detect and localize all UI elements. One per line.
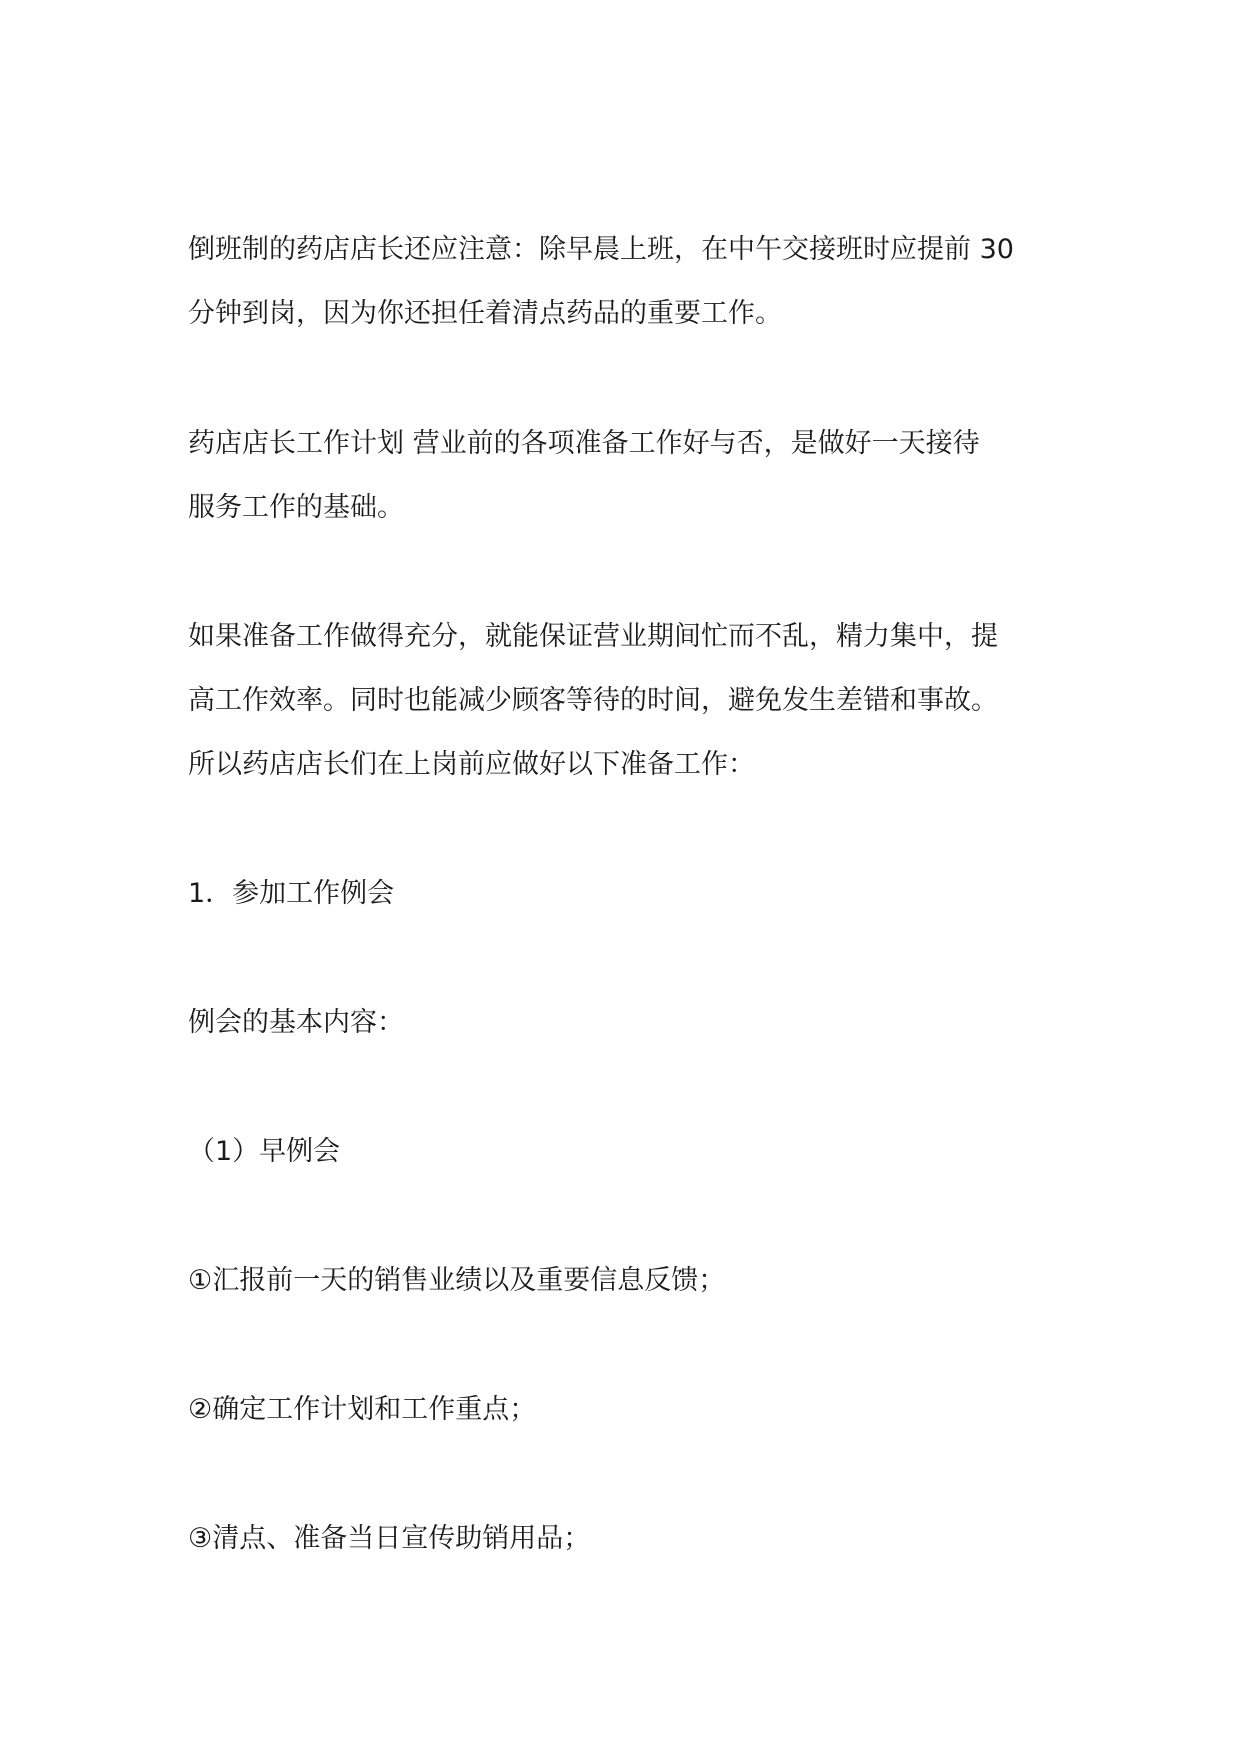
- heading-work-meeting: [188, 862, 1088, 926]
- text-line: ①汇报前一天的销售业绩以及重要信息反馈；: [188, 1265, 726, 1296]
- paragraph-meeting-content: [188, 991, 1088, 1055]
- text-line: 药店店长工作计划 营业前的各项准备工作好与否，是做好一天接待: [188, 428, 980, 459]
- text-line: 所以药店店长们在上岗前应做好以下准备工作：: [188, 749, 755, 780]
- list-item-1: [188, 1249, 1088, 1313]
- paragraph-preparation: [188, 605, 1088, 797]
- text-line: 倒班制的药店店长还应注意：除早晨上班，在中午交接班时应提前 30: [188, 234, 1014, 265]
- text-line: 1．参加工作例会: [188, 878, 395, 909]
- text-line: 例会的基本内容：: [188, 1007, 404, 1038]
- text-line: 高工作效率。同时也能减少顾客等待的时间，避免发生差错和事故。: [188, 685, 998, 716]
- text-line: ②确定工作计划和工作重点；: [188, 1394, 537, 1425]
- text-line: ③清点、准备当日宣传助销用品；: [188, 1523, 591, 1554]
- text-line: （1）早例会: [188, 1136, 341, 1167]
- list-item-3: [188, 1507, 1088, 1571]
- paragraph-shift-notice: [188, 218, 1088, 346]
- list-item-2: [188, 1378, 1088, 1442]
- text-line: 分钟到岗，因为你还担任着清点药品的重要工作。: [188, 298, 782, 329]
- text-line: 服务工作的基础。: [188, 492, 404, 523]
- heading-morning-meeting: [188, 1120, 1088, 1184]
- paragraph-work-plan: [188, 412, 1088, 540]
- text-line: 如果准备工作做得充分，就能保证营业期间忙而不乱，精力集中，提: [188, 621, 998, 652]
